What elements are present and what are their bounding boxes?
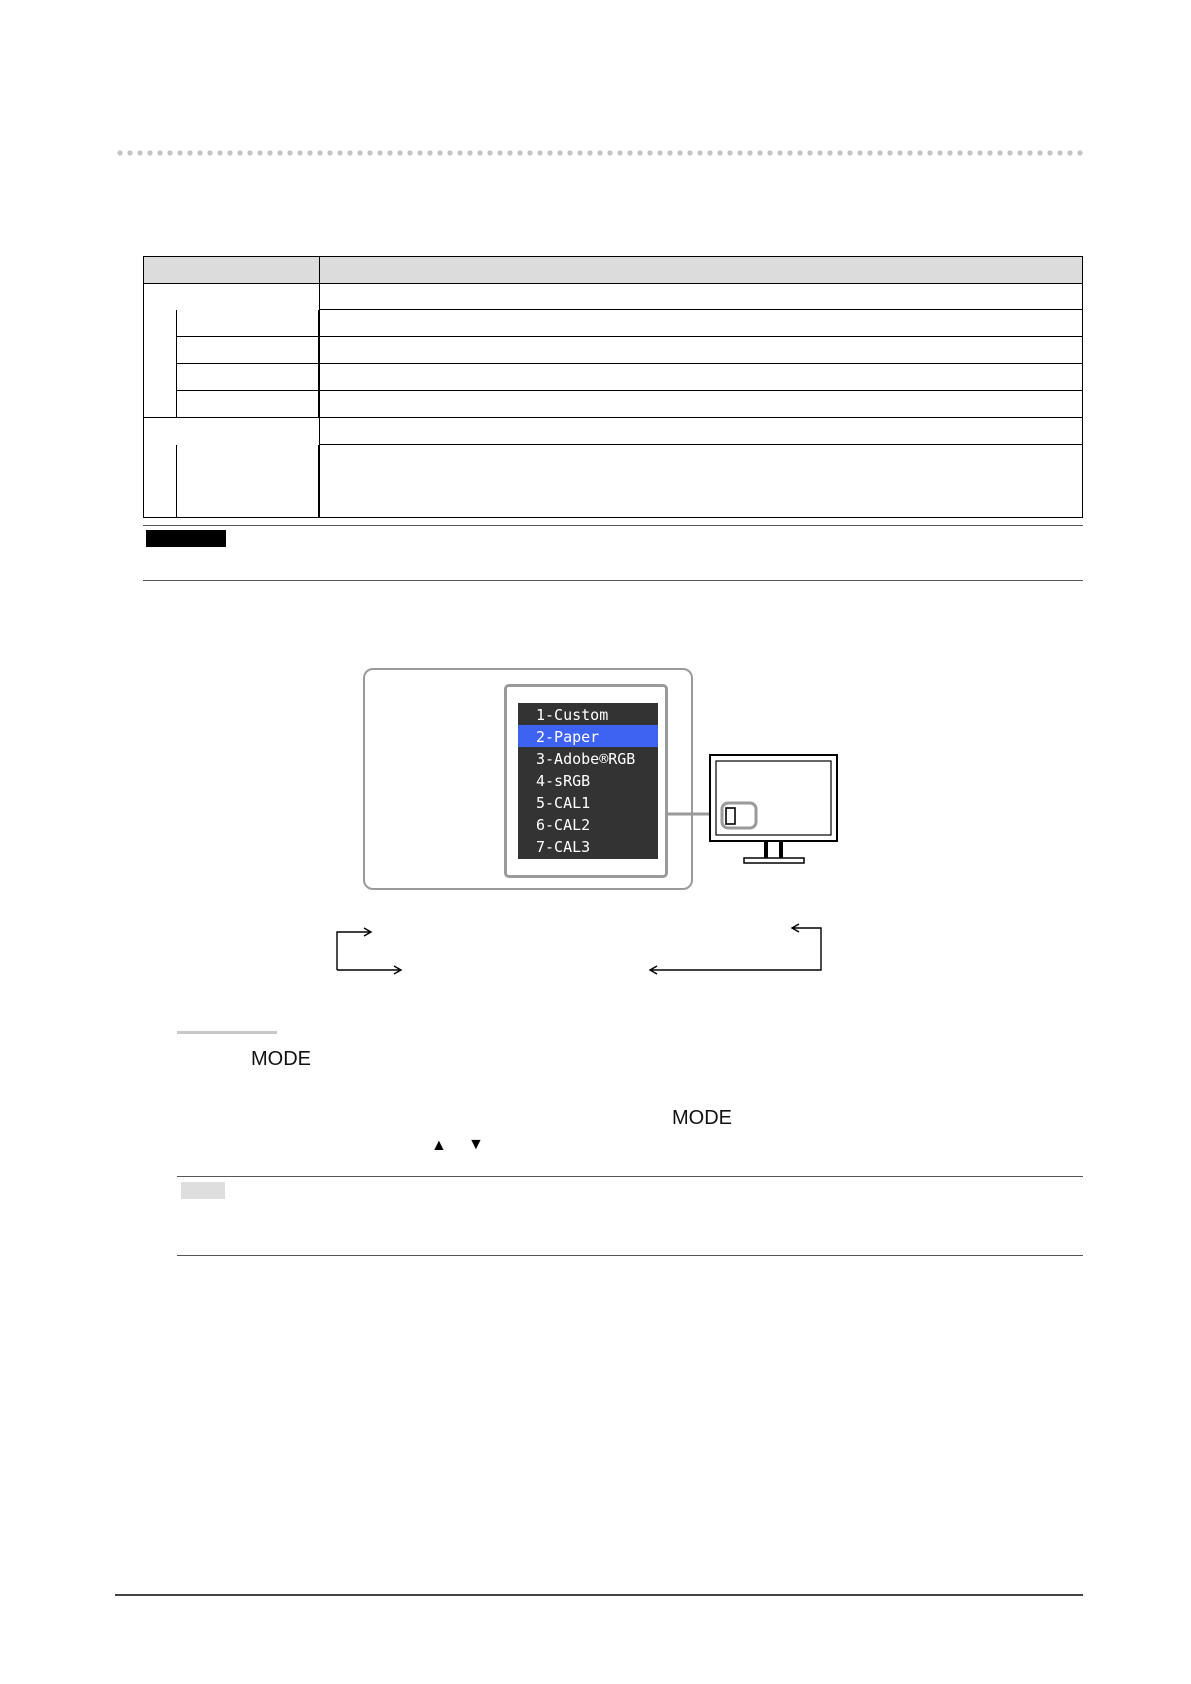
osd-mode-item-adobergb[interactable]: 3-Adobe®RGB — [536, 750, 636, 768]
osd-mode-item-paper[interactable]: 2-Paper — [518, 725, 658, 747]
down-arrow-icon: ▼ — [468, 1136, 484, 1153]
monitor-mode-indicator — [722, 803, 756, 828]
note-box — [177, 1176, 1083, 1256]
procedure-heading-rule — [177, 1031, 277, 1034]
note-label — [181, 1182, 225, 1199]
osd-mode-item-cal3[interactable]: 7-CAL3 — [536, 838, 591, 856]
mode-button-label: MODE — [251, 1048, 311, 1070]
osd-mode-item-cal2[interactable]: 6-CAL2 — [536, 816, 591, 834]
osd-mode-item-srgb[interactable]: 4-sRGB — [536, 772, 591, 790]
osd-mode-item-custom[interactable]: 1-Custom — [536, 706, 609, 724]
mode-button-label: MODE — [672, 1107, 732, 1129]
mode-cycle-arrows — [337, 924, 821, 974]
up-arrow-icon: ▲ — [431, 1137, 447, 1154]
footer-rule — [115, 1594, 1083, 1596]
osd-mode-item-cal1[interactable]: 5-CAL1 — [536, 794, 591, 812]
